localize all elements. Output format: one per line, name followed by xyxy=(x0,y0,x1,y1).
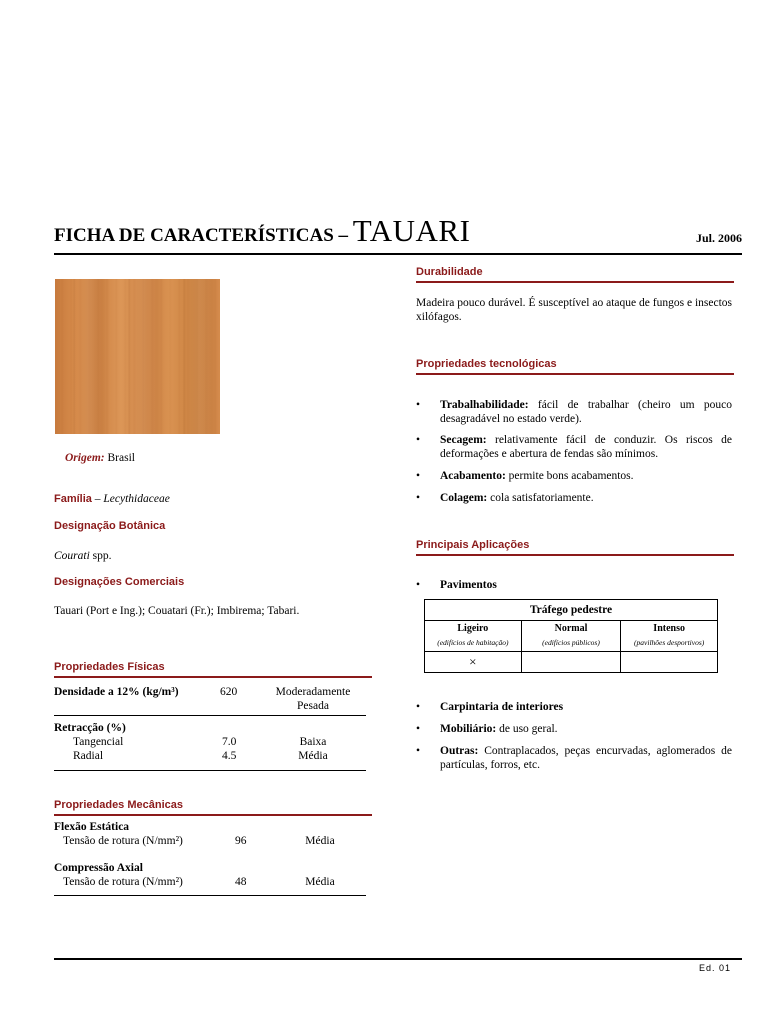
botanical-heading: Designação Botânica xyxy=(54,520,166,532)
bullet-icon: • xyxy=(416,579,421,591)
mechanical-row-class: Média xyxy=(305,876,335,888)
mechanical-row-value: 96 xyxy=(235,835,247,847)
shrinkage-label: Retracção (%) xyxy=(54,722,126,734)
durability-heading: Durabilidade xyxy=(416,266,483,278)
bullet-icon: • xyxy=(416,492,421,504)
traffic-mark xyxy=(621,652,718,673)
traffic-level: Intenso (pavilhões desportivos) xyxy=(621,621,718,652)
family-line xyxy=(54,492,170,506)
edition-label: Ed. 01 xyxy=(698,963,731,973)
durability-text: Madeira pouco durável. É susceptível ao ataque de fungos e insectos xilófagos. xyxy=(416,297,732,323)
bullet-icon: • xyxy=(416,399,421,411)
physical-bottom-rule xyxy=(54,770,366,771)
family-label: Família xyxy=(54,493,92,505)
mechanical-row-value: 48 xyxy=(235,876,247,888)
physical-rule xyxy=(54,676,372,678)
shrinkage-row-class: Baixa xyxy=(299,736,327,748)
traffic-level: Normal (edifícios públicos) xyxy=(521,621,621,652)
applications-rule xyxy=(416,554,734,556)
durability-rule xyxy=(416,281,734,283)
botanical-genus: Courati xyxy=(54,550,90,562)
wood-sample-image xyxy=(55,279,220,434)
mechanical-group-title: Compressão Axial xyxy=(54,862,143,874)
list-item: • Carpintaria de interiores xyxy=(416,701,564,713)
traffic-mark xyxy=(521,652,621,673)
traffic-mark: × xyxy=(425,652,522,673)
mechanical-bottom-rule xyxy=(54,895,366,896)
bullet-icon: • xyxy=(416,434,421,446)
physical-divider xyxy=(54,715,366,716)
header-rule xyxy=(54,253,742,255)
mechanical-heading: Propriedades Mecânicas xyxy=(54,799,184,811)
origin-value: Brasil xyxy=(107,452,135,464)
list-item: • Acabamento: permite bons acabamentos. xyxy=(416,470,634,482)
list-item: • Mobiliário: de uso geral. xyxy=(416,723,558,735)
list-item: • Colagem: cola satisfatoriamente. xyxy=(416,492,594,504)
family-value: Lecythidaceae xyxy=(103,493,170,505)
list-item: • Secagem: relativamente fácil de conduzir. Os riscos de deformações e abertura de fendas são mínimos. xyxy=(416,434,732,460)
mechanical-row-label: Tensão de rotura (N/mm²) xyxy=(63,876,183,888)
title-prefix: FICHA DE CARACTERÍSTICAS – xyxy=(54,225,353,246)
traffic-level: Ligeiro (edifícios de habitação) xyxy=(425,621,522,652)
traffic-title: Tráfego pedestre xyxy=(425,600,718,621)
physical-heading: Propriedades Físicas xyxy=(54,661,165,673)
list-item: • Trabalhabilidade: fácil de trabalhar (cheiro um pouco desagradável no estado verde). xyxy=(416,399,732,425)
mechanical-rule xyxy=(54,814,372,816)
page-title xyxy=(54,213,470,249)
mechanical-group-title: Flexão Estática xyxy=(54,821,130,833)
list-item: • Pavimentos xyxy=(416,579,497,591)
shrinkage-row-value: 4.5 xyxy=(222,750,237,762)
bullet-icon: • xyxy=(416,745,421,757)
bullet-icon: • xyxy=(416,470,421,482)
density-label: Densidade a 12% (kg/m³) xyxy=(54,686,179,698)
mechanical-row-label: Tensão de rotura (N/mm²) xyxy=(63,835,183,847)
footer-rule xyxy=(54,958,742,960)
commercial-heading: Designações Comerciais xyxy=(54,576,185,588)
botanical-suffix: spp. xyxy=(89,550,112,562)
applications-heading: Principais Aplicações xyxy=(416,539,530,551)
bullet-icon: • xyxy=(416,701,421,713)
family-dash: – xyxy=(91,493,104,505)
list-item: • Outras: Contraplacados, peças encurvadas, aglomerados de partículas, forros, etc. xyxy=(416,745,732,771)
bullet-icon: • xyxy=(416,723,421,735)
density-class: Moderadamente Pesada xyxy=(275,686,351,712)
title-species: TAUARI xyxy=(352,213,471,248)
document-date: Jul. 2006 xyxy=(695,231,742,245)
shrinkage-row-label: Radial xyxy=(73,750,104,762)
mechanical-row-class: Média xyxy=(305,835,335,847)
origin-label: Origem: xyxy=(65,452,105,464)
traffic-table xyxy=(424,599,718,673)
shrinkage-row-class: Média xyxy=(298,750,328,762)
technological-rule xyxy=(416,373,734,375)
shrinkage-row-label: Tangencial xyxy=(73,736,124,748)
technological-heading: Propriedades tecnológicas xyxy=(416,358,557,370)
shrinkage-row-value: 7.0 xyxy=(222,736,237,748)
botanical-line xyxy=(54,549,112,563)
commercial-value: Tauari (Port e Ing.); Couatari (Fr.); Imbirema; Tabari. xyxy=(54,605,300,617)
density-value: 620 xyxy=(220,686,238,698)
origin-line xyxy=(65,451,135,465)
